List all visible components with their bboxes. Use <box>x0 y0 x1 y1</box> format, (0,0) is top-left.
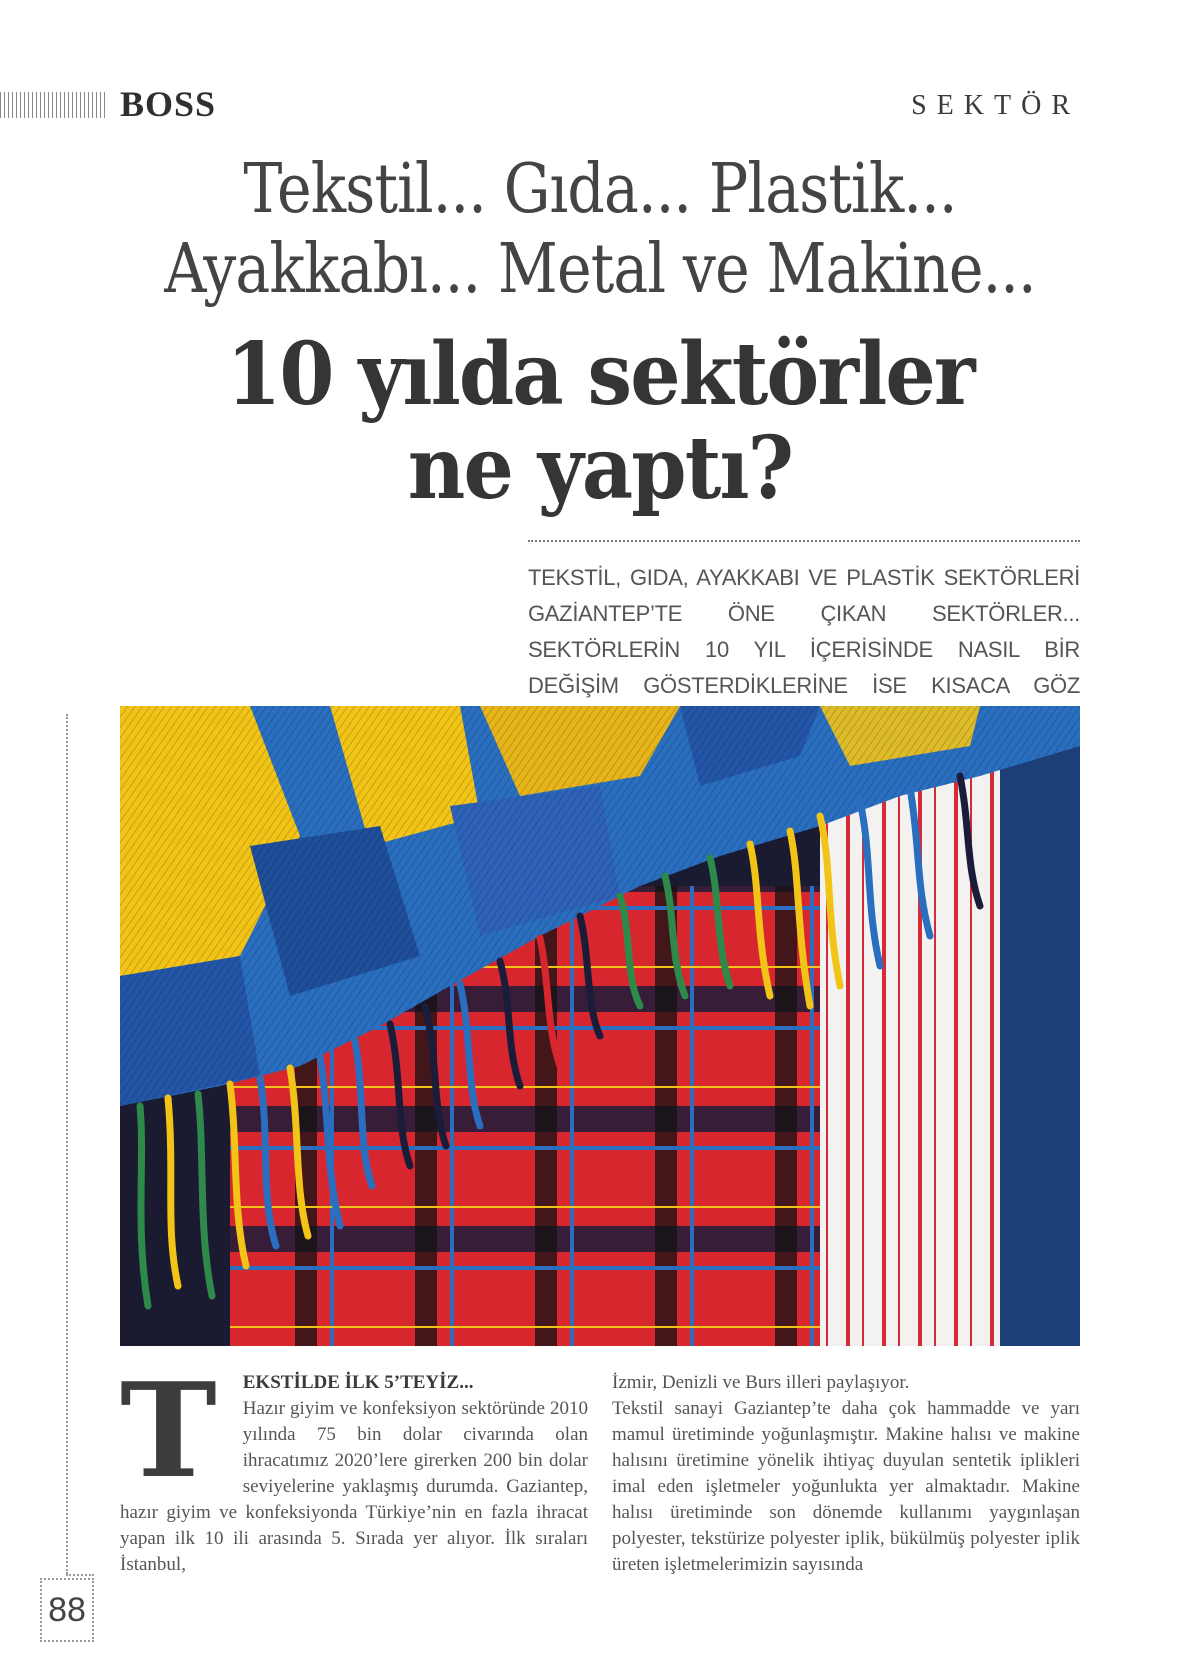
side-dotted-rule <box>66 714 68 1574</box>
textile-photo <box>120 706 1080 1346</box>
dropcap: T <box>120 1354 217 1507</box>
side-dotted-rule-foot <box>66 1574 94 1576</box>
headline-line-1: Tekstil... Gıda... Plastik... <box>243 150 957 229</box>
article-body-left: Hazır giyim ve konfeksiyon sektöründe 2010 yılında 75 bin dolar civarında olan ihracatımız 2020’lere girerken 200 bin dolar seviyelerine yaklaşmış durumda. Gaziantep, hazır giyim ve konfeksiyonda Türkiye’nin en fazla ihracat yapan ilk 10 ili arasında 5. Sırada yer alıyor. İlk sıraları İstanbul, <box>120 1398 588 1575</box>
article-column-right <box>612 1370 1080 1578</box>
page-number: 88 <box>48 1590 86 1629</box>
page-number-box <box>40 1578 94 1642</box>
article-body-right-2: Tekstil sanayi Gaziantep’te daha çok hammadde ve yarı mamul üretiminde yoğunlaşmıştır. Makine halısı ve makine halısını üretimine yönelik ihtiyaç duyulan sentetik iplikleri imal eden işletmeler yoğunlukta yer almaktadır. Makine halısı üretiminde son dönemde kullanımı yaygınlaşan polyester, tekstürize polyester iplik, bükülmüş polyester iplik üreten işletmelerimizin sayısında <box>612 1398 1080 1575</box>
article-body-right-1: İzmir, Denizli ve Burs illeri paylaşıyor. <box>612 1372 910 1393</box>
article-column-left <box>120 1354 588 1578</box>
header-decorative-bars <box>0 92 106 118</box>
headline-line-2: Ayakkabı... Metal ve Makine... <box>164 230 1036 309</box>
standfirst-text: TEKSTİL, GIDA, AYAKKABI VE PLASTİK SEKTÖRLERİ GAZİANTEP’TE ÖNE ÇIKAN SEKTÖRLER... SEKTÖRLERİN 10 YIL İÇERİSİNDE NASIL BİR DEĞİŞİM GÖSTERDİKLERİNE İSE KISACA GÖZ <box>528 565 1080 698</box>
headline <box>0 150 1200 519</box>
section-label: SEKTÖR <box>911 90 1080 121</box>
magazine-logo: BOSS <box>120 84 217 124</box>
plaid-fabric-illustration <box>120 706 1080 1346</box>
headline-line-3: 10 yılda sektörler <box>226 324 974 425</box>
headline-line-4: ne yaptı? <box>407 418 793 519</box>
lead-title: EKSTİLDE İLK 5’TEYİZ... <box>242 1372 474 1393</box>
